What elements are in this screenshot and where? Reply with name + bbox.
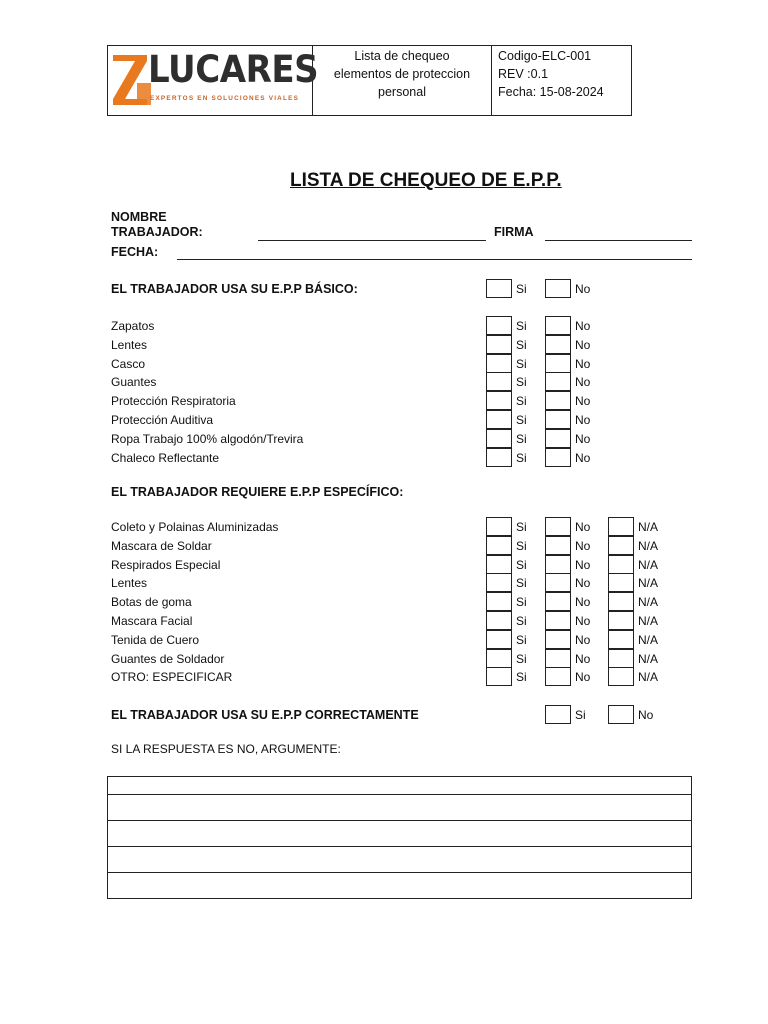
yes-label: Si: [516, 651, 527, 666]
no-label: No: [575, 450, 591, 465]
document-title-cell: [313, 46, 492, 115]
na-label: N/A: [638, 595, 659, 610]
list-item-label: Chaleco Reflectante: [111, 450, 220, 465]
no-label: No: [575, 520, 591, 534]
list-item-label: Tenida de Cuero: [111, 632, 200, 647]
doc-title-line: elementos de proteccion: [333, 67, 471, 81]
na-checkbox[interactable]: [608, 667, 634, 686]
na-checkbox[interactable]: [608, 611, 634, 630]
correct-usage-yes-checkbox[interactable]: [545, 705, 571, 724]
no-label: No: [575, 337, 591, 352]
list-item-label: Respirados Especial: [111, 557, 221, 572]
argument-row[interactable]: [108, 821, 691, 847]
yes-checkbox[interactable]: [486, 667, 512, 686]
list-item-label: Lentes: [111, 576, 148, 591]
yes-label: Si: [516, 394, 527, 409]
yes-checkbox[interactable]: [486, 517, 512, 536]
yes-label: Si: [516, 375, 527, 390]
document-revision: REV :0.1: [498, 67, 549, 81]
no-label: No: [575, 319, 591, 333]
no-checkbox[interactable]: [545, 517, 571, 536]
no-label: No: [575, 431, 591, 446]
list-item-label: Guantes de Soldador: [111, 651, 225, 666]
argument-label: SI LA RESPUESTA ES NO, ARGUMENTE:: [111, 742, 341, 756]
yes-label: Si: [516, 431, 527, 446]
yes-checkbox[interactable]: [486, 592, 512, 611]
no-checkbox[interactable]: [545, 429, 571, 448]
na-label: N/A: [638, 651, 659, 666]
yes-label: Si: [516, 319, 527, 333]
no-checkbox[interactable]: [545, 536, 571, 555]
no-checkbox[interactable]: [545, 448, 571, 467]
na-checkbox[interactable]: [608, 649, 634, 668]
no-checkbox[interactable]: [545, 335, 571, 354]
correct-usage-no-checkbox[interactable]: [608, 705, 634, 724]
no-label: No: [575, 595, 591, 610]
yes-checkbox[interactable]: [486, 391, 512, 410]
yes-checkbox[interactable]: [486, 316, 512, 335]
document-date: Fecha: 15-08-2024: [498, 85, 604, 99]
no-checkbox[interactable]: [545, 611, 571, 630]
yes-checkbox[interactable]: [486, 611, 512, 630]
document-code-cell: [492, 46, 631, 115]
list-item-label: OTRO: ESPECIFICAR: [111, 670, 233, 685]
no-checkbox[interactable]: [545, 592, 571, 611]
yes-label: Si: [516, 520, 527, 534]
no-checkbox[interactable]: [545, 649, 571, 668]
basic-epp-heading: EL TRABAJADOR USA SU E.P.P BÁSICO:: [111, 282, 358, 296]
yes-label: Si: [516, 614, 527, 628]
no-label: No: [638, 708, 654, 722]
yes-checkbox[interactable]: [486, 649, 512, 668]
argument-row[interactable]: [108, 873, 691, 898]
no-label: No: [575, 356, 591, 371]
logo-mark-icon: [113, 55, 151, 105]
no-checkbox[interactable]: [545, 410, 571, 429]
worker-name-field[interactable]: [258, 240, 486, 241]
correct-usage-heading: EL TRABAJADOR USA SU E.P.P CORRECTAMENTE: [111, 708, 419, 722]
list-item-label: Guantes: [111, 375, 157, 390]
yes-checkbox[interactable]: [486, 410, 512, 429]
company-logo: [108, 46, 319, 115]
yes-checkbox[interactable]: [486, 448, 512, 467]
yes-label: Si: [516, 282, 527, 296]
no-label: No: [575, 651, 591, 666]
na-checkbox[interactable]: [608, 573, 634, 592]
signature-field[interactable]: [545, 240, 692, 241]
yes-label: Si: [516, 632, 527, 647]
argument-table: [107, 776, 692, 899]
no-checkbox[interactable]: [545, 573, 571, 592]
na-label: N/A: [638, 557, 659, 572]
no-checkbox[interactable]: [545, 667, 571, 686]
yes-checkbox[interactable]: [486, 536, 512, 555]
yes-checkbox[interactable]: [486, 573, 512, 592]
yes-checkbox[interactable]: [486, 429, 512, 448]
no-checkbox[interactable]: [545, 354, 571, 373]
no-checkbox[interactable]: [545, 555, 571, 574]
list-item-label: Coleto y Polainas Aluminizadas: [111, 520, 279, 534]
yes-checkbox[interactable]: [486, 555, 512, 574]
yes-label: Si: [516, 356, 527, 371]
na-label: N/A: [638, 670, 659, 685]
na-checkbox[interactable]: [608, 536, 634, 555]
page-title: LISTA DE CHEQUEO DE E.P.P.: [290, 170, 562, 191]
worker-name-label-1: NOMBRE: [111, 210, 167, 224]
list-item-label: Botas de goma: [111, 595, 192, 610]
doc-title-line: Lista de chequeo: [354, 49, 450, 63]
yes-checkbox[interactable]: [486, 354, 512, 373]
basic-yes-checkbox[interactable]: [486, 279, 512, 298]
na-label: N/A: [638, 576, 659, 591]
no-checkbox[interactable]: [545, 372, 571, 391]
list-item-label: Ropa Trabajo 100% algodón/Trevira: [111, 431, 304, 446]
list-item-label: Mascara Facial: [111, 614, 193, 628]
na-checkbox[interactable]: [608, 592, 634, 611]
na-label: N/A: [638, 520, 659, 534]
yes-label: Si: [516, 557, 527, 572]
no-checkbox[interactable]: [545, 630, 571, 649]
yes-label: Si: [516, 450, 527, 465]
worker-name-label-2: TRABAJADOR:: [111, 225, 203, 239]
signature-label: FIRMA: [494, 225, 534, 239]
list-item-label: Mascara de Soldar: [111, 538, 212, 553]
no-label: No: [575, 394, 591, 409]
date-label: FECHA:: [111, 245, 159, 259]
no-label: No: [575, 282, 591, 296]
yes-label: Si: [575, 708, 586, 722]
basic-no-checkbox[interactable]: [545, 279, 571, 298]
yes-label: Si: [516, 595, 527, 610]
yes-label: Si: [516, 670, 527, 685]
na-checkbox[interactable]: [608, 517, 634, 536]
no-label: No: [575, 538, 591, 553]
no-label: No: [575, 670, 591, 685]
list-item-label: Lentes: [111, 337, 148, 352]
argument-row[interactable]: [108, 795, 691, 821]
logo-tagline: EXPERTOS EN SOLUCIONES VIALES: [150, 95, 300, 102]
yes-checkbox[interactable]: [486, 335, 512, 354]
yes-label: Si: [516, 538, 527, 553]
yes-label: Si: [516, 337, 527, 352]
na-label: N/A: [638, 538, 659, 553]
specific-epp-heading: EL TRABAJADOR REQUIERE E.P.P ESPECÍFICO:: [111, 485, 404, 499]
no-label: No: [575, 576, 591, 591]
doc-title-line: personal: [378, 85, 426, 99]
logo-wordmark: LUCARES: [148, 48, 319, 91]
list-item-label: Protección Auditiva: [111, 413, 214, 427]
no-checkbox[interactable]: [545, 316, 571, 335]
no-label: No: [575, 614, 591, 628]
document-header: [107, 45, 632, 116]
list-item-label: Protección Respiratoria: [111, 394, 236, 409]
list-item-label: Casco: [111, 356, 146, 371]
yes-label: Si: [516, 576, 527, 591]
na-checkbox[interactable]: [608, 630, 634, 649]
date-field[interactable]: [177, 259, 692, 260]
yes-checkbox[interactable]: [486, 372, 512, 391]
argument-row[interactable]: [108, 777, 691, 795]
na-checkbox[interactable]: [608, 555, 634, 574]
na-label: N/A: [638, 632, 659, 647]
document-code: Codigo-ELC-001: [498, 49, 592, 63]
no-label: No: [575, 413, 591, 427]
list-item-label: Zapatos: [111, 319, 155, 333]
argument-row[interactable]: [108, 847, 691, 873]
no-checkbox[interactable]: [545, 391, 571, 410]
yes-checkbox[interactable]: [486, 630, 512, 649]
no-label: No: [575, 557, 591, 572]
yes-label: Si: [516, 413, 527, 427]
na-label: N/A: [638, 614, 659, 628]
no-label: No: [575, 375, 591, 390]
no-label: No: [575, 632, 591, 647]
